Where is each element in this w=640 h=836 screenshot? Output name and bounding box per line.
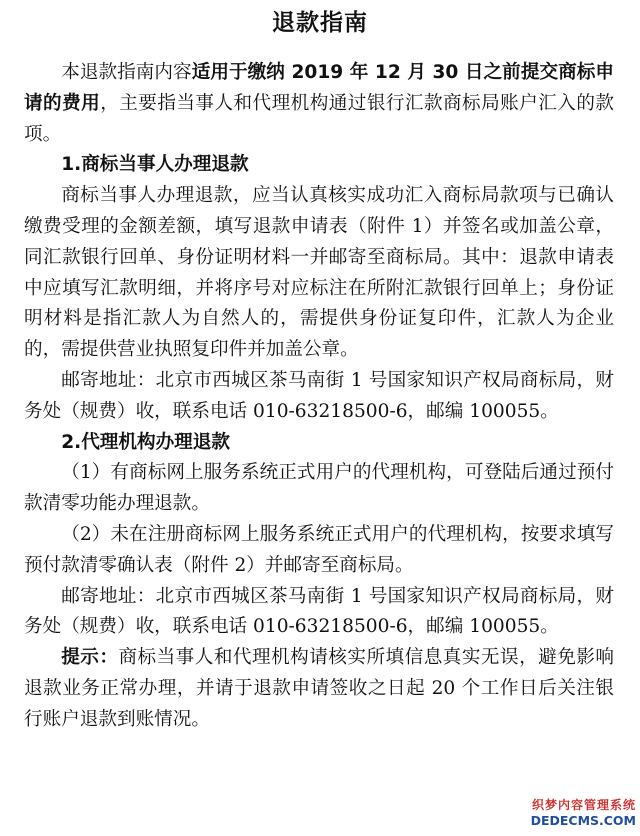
- tip-text: 商标当事人和代理机构请核实所填信息真实无误，避免影响退款业务正常办理，并请于退款申请签收之日起 20 个工作日后关注银行账户退款到账情况。: [24, 647, 614, 730]
- watermark-en: DEDECMS.COM: [530, 813, 636, 828]
- section2-item-1: （1）有商标网上服务系统正式用户的代理机构，可登陆后通过预付款清零功能办理退款。: [24, 462, 614, 515]
- document-body: [24, 58, 614, 736]
- page-title: 退款指南: [272, 10, 368, 36]
- section2-item-2: （2）未在注册商标网上服务系统正式用户的代理机构，按要求填写预付款清零确认表（附件 2）并邮寄至商标局。: [24, 523, 614, 576]
- watermark-cn: 织梦内容管理系统: [531, 798, 636, 812]
- tip-paragraph: [24, 643, 614, 735]
- section1-paragraph: 商标当事人办理退款，应当认真核实成功汇入商标局款项与已确认缴费受理的金额差额，填写退款申请表（附件 1）并签名或加盖公章，同汇款银行回单、身份证明材料一并邮寄至商标局。其中：退款申请表中应填写汇款明细，并将序号对应标注在所附汇款银行回单上；身份证明材料是指汇款人为自然人的，需提供身份证复印件，汇款人为企业的，需提供营业执照复印件并加盖公章。: [24, 185, 614, 361]
- intro-paragraph: [24, 58, 614, 150]
- tip-label: 提示：: [61, 647, 119, 669]
- section1-address: 邮寄地址：北京市西城区茶马南街 1 号国家知识产权局商标局，财务处（规费）收，联系电话 010-63218500-6，邮编 100055。: [24, 369, 614, 422]
- intro-bold-text: 适用于缴纳 2019 年 12 月 30 日之前提交商标申请的费用: [24, 62, 614, 114]
- intro-text-end: ，主要指当事人和代理机构通过银行汇款商标局账户汇入的款项。: [24, 92, 614, 145]
- watermark-logo: [500, 798, 636, 832]
- section2-heading: 2.代理机构办理退款: [61, 431, 230, 453]
- intro-text-start: 本退款指南内容: [61, 62, 192, 83]
- section1-heading: 1.商标当事人办理退款: [61, 154, 249, 176]
- section2-address: 邮寄地址：北京市西城区茶马南街 1 号国家知识产权局商标局，财务处（规费）收，联系电话 010-63218500-6，邮编 100055。: [24, 585, 614, 638]
